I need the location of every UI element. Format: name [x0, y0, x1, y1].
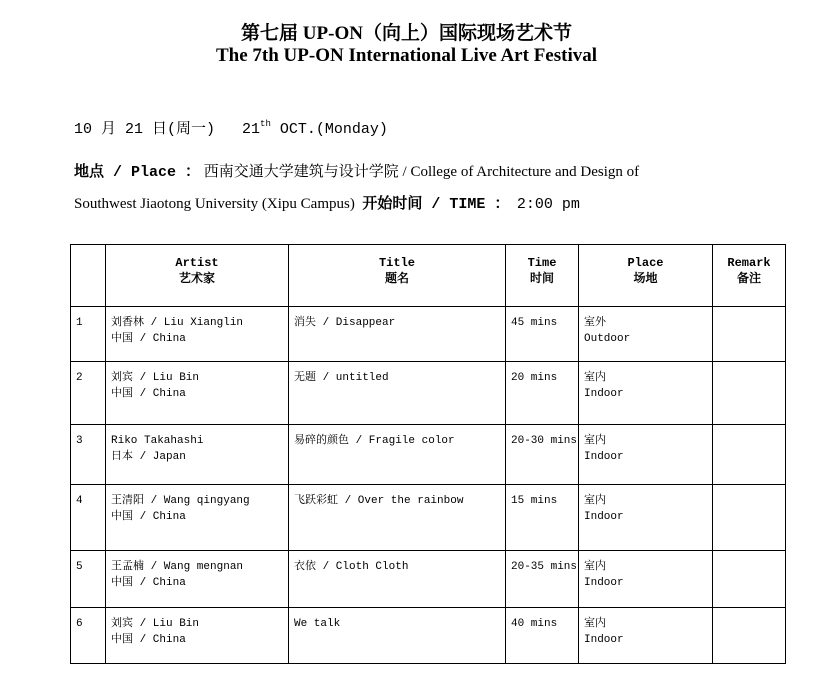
date-en-rest: OCT.(Monday): [270, 121, 388, 138]
table-row: [71, 425, 786, 485]
table-row: [71, 307, 786, 362]
place-value-cn: 西南交通大学建筑与设计学院 /: [203, 164, 411, 180]
cell-artist: 王清阳 / Wang qingyang 中国 / China: [106, 485, 289, 551]
cell-time: 20-35 mins: [506, 551, 579, 608]
header-remark: Remark 备注: [713, 245, 786, 307]
cell-artist: 刘香林 / Liu Xianglin 中国 / China: [106, 307, 289, 362]
cell-title: 易碎的颜色 / Fragile color: [289, 425, 506, 485]
page-title-en: The 7th UP-ON International Live Art Festival: [215, 45, 598, 66]
cell-remark: [713, 425, 786, 485]
cell-title: 无题 / untitled: [289, 362, 506, 425]
cell-time: 40 mins: [506, 608, 579, 664]
cell-title: 消失 / Disappear: [289, 307, 506, 362]
cell-place: 室内 Indoor: [579, 551, 713, 608]
place-value-en1: College of Architecture and Design of: [410, 164, 640, 180]
cell-title: We talk: [289, 608, 506, 664]
table-row: [71, 362, 786, 425]
table-row: [71, 608, 786, 664]
cell-time: 20-30 mins: [506, 425, 579, 485]
cell-no: 5: [71, 551, 106, 608]
cell-remark: [713, 307, 786, 362]
cell-artist: 刘宾 / Liu Bin 中国 / China: [106, 608, 289, 664]
table-row: [71, 551, 786, 608]
place-label: 地点 / Place ：: [74, 164, 201, 181]
header-artist: Artist 艺术家: [106, 245, 289, 307]
cell-time: 15 mins: [506, 485, 579, 551]
cell-artist: Riko Takahashi 日本 / Japan: [106, 425, 289, 485]
cell-place: 室内 Indoor: [579, 362, 713, 425]
time-value: 2:00 pm: [516, 196, 580, 213]
header-title: Title 题名: [289, 245, 506, 307]
cell-place: 室内 Indoor: [579, 485, 713, 551]
date-en-day: 21: [242, 121, 261, 138]
cell-remark: [713, 485, 786, 551]
cell-title: 飞跃彩虹 / Over the rainbow: [289, 485, 506, 551]
date-line: [74, 117, 388, 138]
table-row: [71, 485, 786, 551]
place-value-en2: Southwest Jiaotong University (Xipu Campus): [74, 196, 355, 212]
cell-no: 6: [71, 608, 106, 664]
cell-remark: [713, 551, 786, 608]
date-en-suffix: th: [260, 119, 271, 129]
cell-place: 室内 Indoor: [579, 425, 713, 485]
place-time-line: [74, 192, 580, 213]
date-cn: 10 月 21 日(周一): [74, 121, 216, 138]
cell-time: 45 mins: [506, 307, 579, 362]
cell-place: 室外 Outdoor: [579, 307, 713, 362]
cell-remark: [713, 608, 786, 664]
cell-remark: [713, 362, 786, 425]
place-line: [74, 160, 639, 181]
header-no: [71, 245, 106, 307]
header-time: Time 时间: [506, 245, 579, 307]
cell-artist: 王孟楠 / Wang mengnan 中国 / China: [106, 551, 289, 608]
cell-no: 1: [71, 307, 106, 362]
cell-no: 3: [71, 425, 106, 485]
program-table: [70, 244, 786, 664]
header-place: Place 场地: [579, 245, 713, 307]
cell-title: 衣依 / Cloth Cloth: [289, 551, 506, 608]
cell-artist: 刘宾 / Liu Bin 中国 / China: [106, 362, 289, 425]
cell-place: 室内 Indoor: [579, 608, 713, 664]
time-label: 开始时间 / TIME ：: [362, 196, 510, 213]
page-title-cn: 第七届 UP-ON（向上）国际现场艺术节: [241, 23, 572, 44]
cell-no: 2: [71, 362, 106, 425]
cell-no: 4: [71, 485, 106, 551]
cell-time: 20 mins: [506, 362, 579, 425]
table-header-row: [71, 245, 786, 307]
